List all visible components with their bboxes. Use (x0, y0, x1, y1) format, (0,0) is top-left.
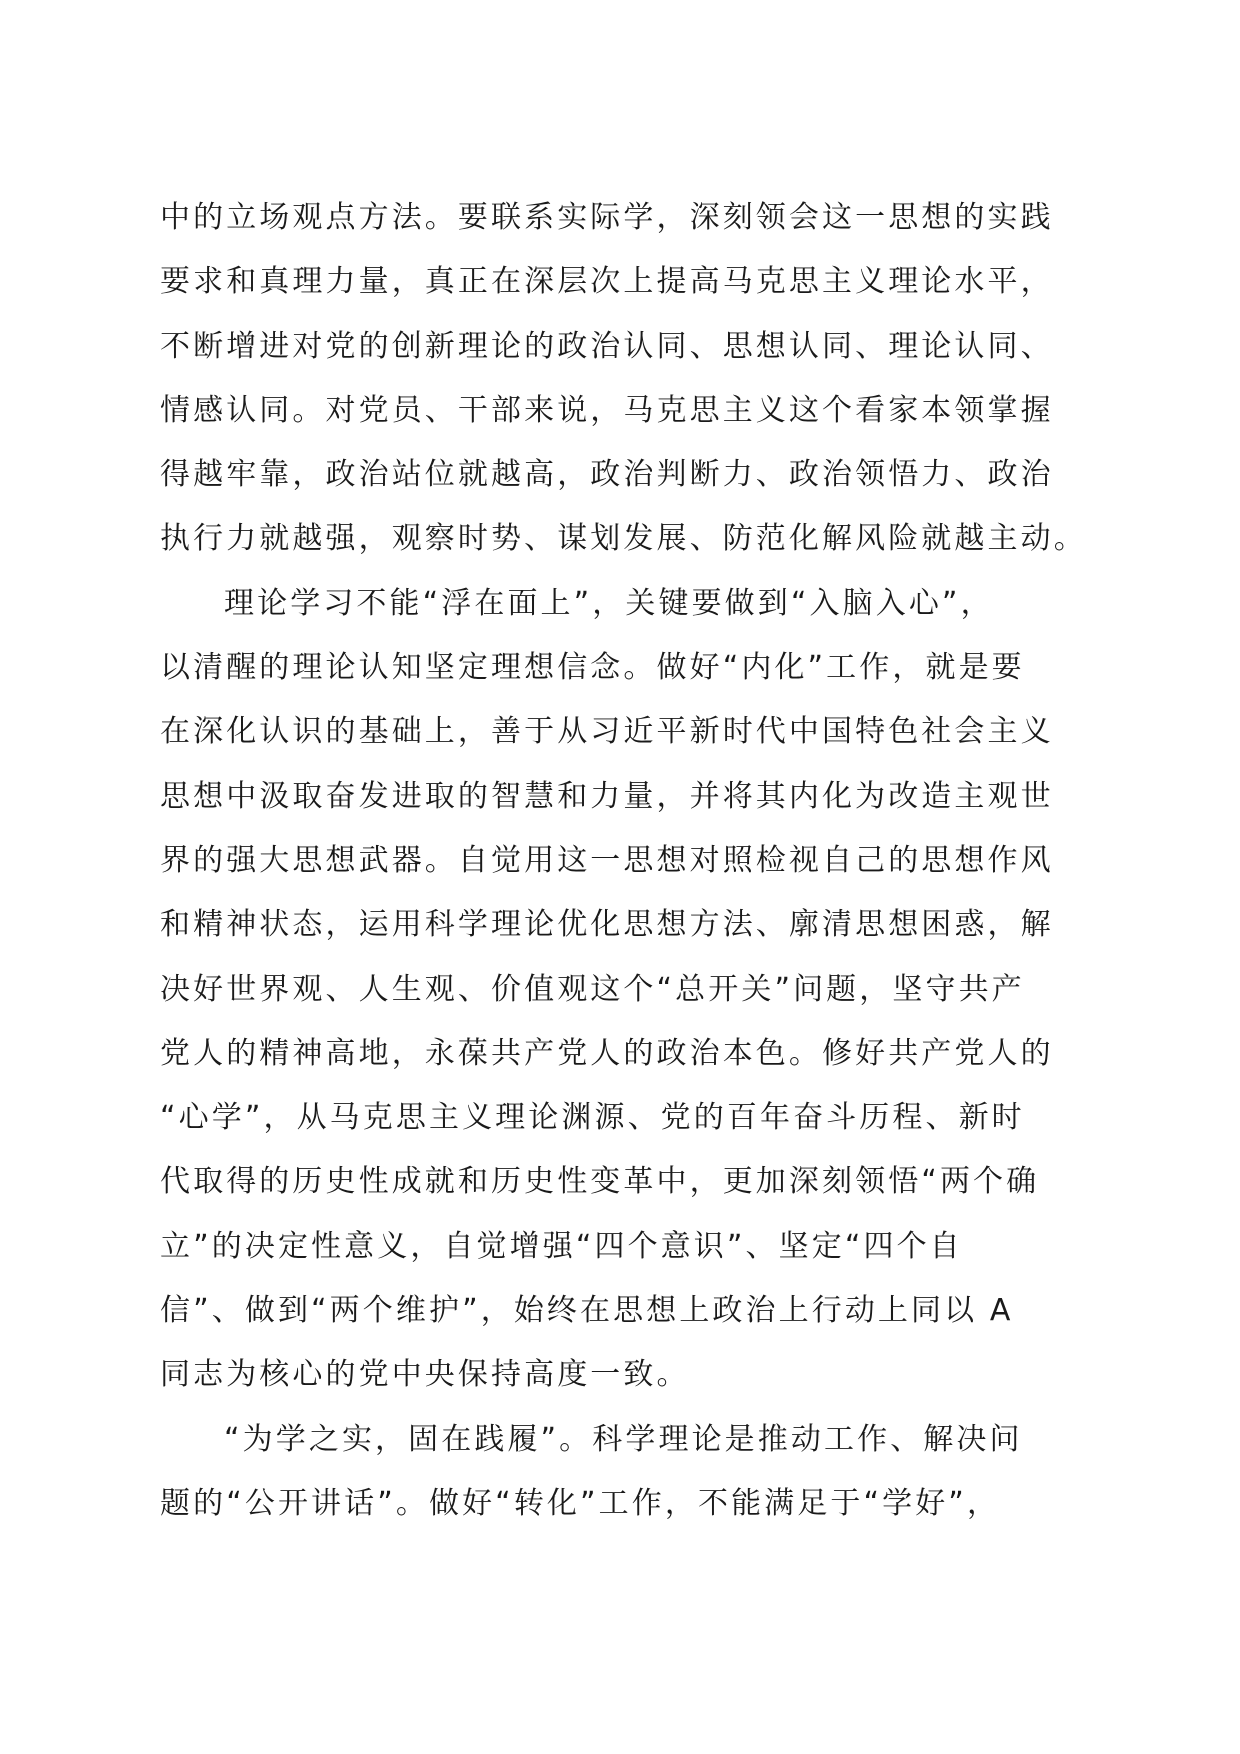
text-line: 同志为核心的党中央保持高度一致。 (160, 1357, 690, 1393)
text-line: 得越牢靠，政治站位就越高，政治判断力、政治领悟力、政治 (160, 457, 1054, 493)
text-line: 信”、做到“两个维护”，始终在思想上政治上行动上同以 A (160, 1293, 1014, 1329)
text-line: 决好世界观、人生观、价值观这个“总开关”问题，坚守共产 (160, 971, 1025, 1007)
text-line: 和精神状态，运用科学理论优化思想方法、廓清思想困惑，解 (160, 907, 1054, 943)
text-line: 要求和真理力量，真正在深层次上提高马克思主义理论水平， (160, 264, 1054, 300)
text-line: 中的立场观点方法。要联系实际学，深刻领会这一思想的实践 (160, 200, 1054, 235)
text-line: 党人的精神高地，永葆共产党人的政治本色。修好共产党人的 (160, 1035, 1054, 1071)
text-line: 以清醒的理论认知坚定理想信念。做好“内化”工作，就是要 (160, 650, 1025, 686)
document-body (160, 186, 1090, 1536)
text-line: 代取得的历史性成就和历史性变革中，更加深刻领悟“两个确 (160, 1164, 1040, 1200)
text-line: 情感认同。对党员、干部来说，马克思主义这个看家本领掌握 (160, 392, 1054, 428)
text-line: 思想中汲取奋发进取的智慧和力量，并将其内化为改造主观世 (160, 778, 1054, 814)
text-line: 界的强大思想武器。自觉用这一思想对照检视自己的思想作风 (160, 842, 1054, 878)
text-line: “心学”，从马克思主义理论渊源、党的百年奋斗历程、新时 (160, 1100, 1025, 1136)
text-line: 不断增进对党的创新理论的政治认同、思想认同、理论认同、 (160, 328, 1054, 364)
text-line: 立”的决定性意义，自觉增强“四个意识”、坚定“四个自 (160, 1228, 963, 1264)
text-line: 执行力就越强，观察时势、谋划发展、防范化解风险就越主动。 (160, 521, 1087, 557)
text-line: 在深化认识的基础上，善于从习近平新时代中国特色社会主义 (160, 714, 1054, 750)
paragraph-first-line: “为学之实，固在践履”。科学理论是推动工作、解决问 (224, 1421, 1023, 1457)
text-line: 题的“公开讲话”。做好“转化”工作，不能满足于“学好”， (160, 1485, 1001, 1521)
paragraph-first-line: 理论学习不能“浮在面上”，关键要做到“入脑入心”， (224, 585, 994, 621)
